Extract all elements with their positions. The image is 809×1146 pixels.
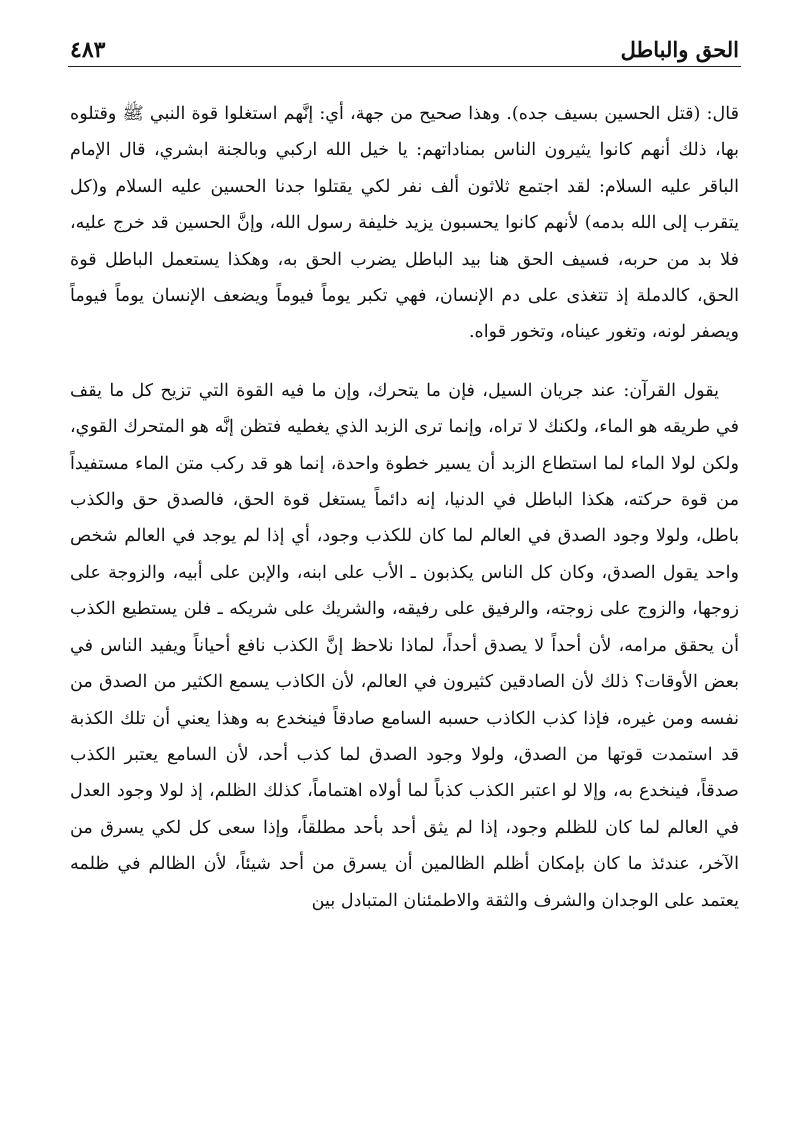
header-divider bbox=[68, 66, 741, 67]
running-title: الحق والباطل bbox=[620, 37, 739, 62]
paragraph: يقول القرآن: عند جريان السيل، فإن ما يتحرك، وإن ما فيه القوة التي تزيح كل ما يقف في طريقه هو الماء، ولكنك لا تراه، وإنما ترى الزبد الذي يغطيه فتظن إنَّه هو المتحرك القوي، ولكن لولا الماء لما استطاع الزبد أن يسير خطوة واحدة، إنما هو قد ركب متن الماء مستفيداً من قوة حركته، هكذا الباطل في الدنيا، إنه دائماً يستغل قوة الحق، فالصدق حق والكذب باطل، ولولا وجود الصدق في العالم لما كان للكذب وجود، أي إذا لم يوجد في العالم شخص واحد يقول الصدق، وكان كل الناس يكذبون ـ الأب على ابنه، والإبن على أبيه، والزوجة على زوجها، والزوج على زوجته، والرفيق على رفيقه، والشريك على شريكه ـ فلن يستطيع الكذب أن يحقق مرامه، لأن أحداً لا يصدق أحداً، لماذا نلاحظ إنَّ الكذب نافع أحياناً ويفيد الناس في بعض الأوقات؟ ذلك لأن الصادقين كثيرون في العالم، لأن الكاذب يسمع الكثير من الصدق من نفسه ومن غيره، فإذا كذب الكاذب حسبه السامع صادقاً فينخدع به وهذا يعني أن تلك الكذبة قد استمدت قوتها من الصدق، ولولا وجود الصدق لما كذب أحد، لأن السامع يعتبر الكذب صدقاً، فينخدع به، وإلا لو اعتبر الكذب كذباً لما أولاه اهتماماً، كذلك الظلم، إذ لولا وجود العدل في العالم لما كان للظلم وجود، إذا لم يثق أحد بأحد مطلقاً، وإذا سعى كل لكي يسرق من الآخر، عندئذ ما كان بإمكان أظلم الظالمين أن يسرق من أحد شيئاً، لأن الظالم في ظلمه يعتمد على الوجدان والشرف والثقة والاطمئنان المتبادل بين bbox=[70, 380, 739, 911]
paragraph: قال: (قتل الحسين بسيف جده). وهذا صحيح من جهة، أي: إنَّهم استغلوا قوة النبي ﷺ وقتلوه بها، ذلك أنهم كانوا يثيرون الناس بمناداتهم: يا خيل الله اركبي وبالجنة ابشري، قال الإمام الباقر عليه السلام: لقد اجتمع ثلاثون ألف نفر لكي يقتلوا جدنا الحسين عليه السلام و(كل يتقرب إلى الله بدمه) لأنهم كانوا يحسبون يزيد خليفة رسول الله، وإنَّ الحسين قد خرج عليه، فلا بد من حربه، فسيف الحق هنا بيد الباطل يضرب الحق به، وهكذا يستعمل الباطل قوة الحق، كالدملة إذ تتغذى على دم الإنسان، فهي تكبر يوماً فيوماً ويضعف الإنسان يوماً فيوماً ويصفر لونه، وتغور عيناه، وتخور قواه. bbox=[70, 104, 739, 343]
page-body bbox=[70, 96, 739, 919]
page-number: ٤٨٣ bbox=[70, 37, 106, 63]
page-header bbox=[70, 30, 739, 64]
